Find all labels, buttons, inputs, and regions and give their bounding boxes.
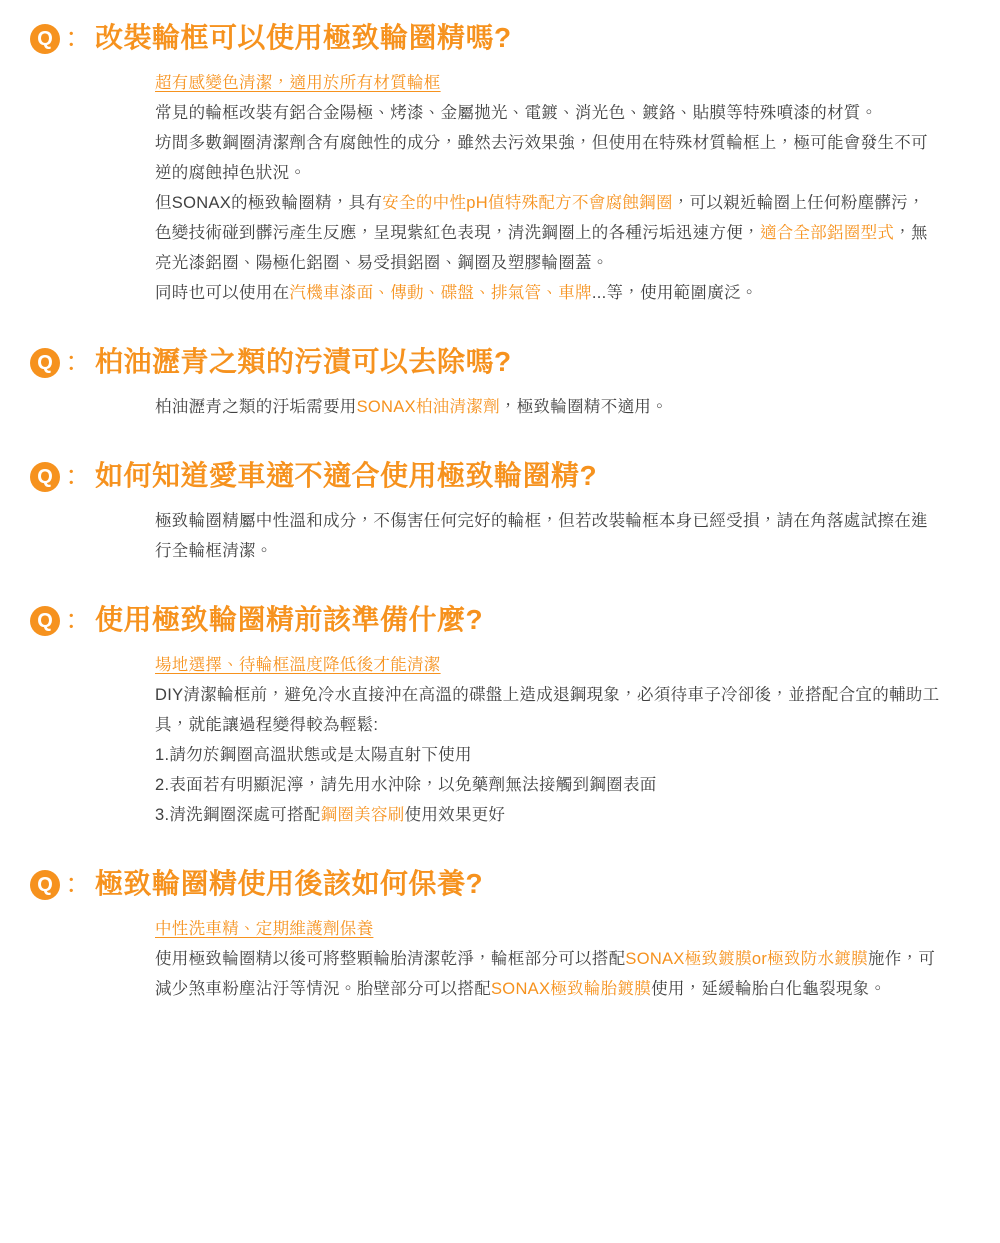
highlight-text: SONAX極致輪胎鍍膜 bbox=[491, 980, 652, 998]
question-badge-icon: Q bbox=[30, 870, 60, 900]
answer-paragraph bbox=[155, 278, 940, 308]
answer-text: 1.請勿於鋼圈高溫狀態或是太陽直射下使用 bbox=[155, 746, 472, 764]
answer-subtitle: 中性洗車精、定期維護劑保養 bbox=[155, 920, 374, 938]
faq-list bbox=[30, 18, 970, 1004]
answer-paragraph bbox=[155, 392, 940, 422]
answer-subtitle: 超有感變色清潔，適用於所有材質輪框 bbox=[155, 74, 441, 92]
question-title: 使用極致輪圈精前該準備什麼? bbox=[95, 604, 484, 635]
faq-item bbox=[30, 456, 970, 566]
faq-answer bbox=[30, 506, 970, 566]
faq-item bbox=[30, 864, 970, 1004]
answer-paragraph bbox=[155, 800, 940, 830]
highlight-text: 安全的中性pH值特殊配方不會腐蝕鋼圈 bbox=[382, 194, 673, 212]
faq-item bbox=[30, 600, 970, 830]
question-title: 如何知道愛車適不適合使用極致輪圈精? bbox=[95, 460, 598, 491]
question-colon: ： bbox=[65, 347, 92, 377]
faq-question-row bbox=[30, 342, 970, 382]
question-colon: ： bbox=[65, 23, 92, 53]
answer-paragraph bbox=[155, 98, 940, 128]
answer-text: 使用極致輪圈精以後可將整顆輪胎清潔乾淨，輪框部分可以搭配 bbox=[155, 950, 626, 968]
answer-text: 同時也可以使用在 bbox=[155, 284, 290, 302]
faq-question-row bbox=[30, 18, 970, 58]
question-badge-icon: Q bbox=[30, 606, 60, 636]
faq-answer bbox=[30, 68, 970, 308]
faq-answer bbox=[30, 392, 970, 422]
answer-paragraph bbox=[155, 944, 940, 1004]
answer-text: 3.清洗鋼圈深處可搭配 bbox=[155, 806, 321, 824]
answer-subtitle: 場地選擇、待輪框溫度降低後才能清潔 bbox=[155, 656, 441, 674]
question-badge-icon: Q bbox=[30, 348, 60, 378]
highlight-text: SONAX極致鍍膜or極致防水鍍膜 bbox=[625, 950, 868, 968]
question-title: 柏油瀝青之類的污漬可以去除嗎? bbox=[95, 346, 512, 377]
answer-paragraph bbox=[155, 740, 940, 770]
answer-text: ...等，使用範圍廣泛。 bbox=[591, 284, 758, 302]
highlight-text: 汽機車漆面、傳動、碟盤、排氣管、車牌 bbox=[289, 284, 592, 302]
question-badge-icon: Q bbox=[30, 462, 60, 492]
faq-item bbox=[30, 18, 970, 308]
answer-text: ，極致輪圈精不適用。 bbox=[499, 398, 668, 416]
answer-text: ，可以親近輪圈上任何粉塵髒污，色變技術碰到髒污產生反應，呈現紫紅色表現，清洗鋼圈上的各種污垢迅速方便， bbox=[155, 194, 925, 242]
question-colon: ： bbox=[65, 605, 92, 635]
answer-paragraph bbox=[155, 770, 940, 800]
faq-answer bbox=[30, 914, 970, 1004]
answer-paragraph bbox=[155, 188, 940, 278]
answer-paragraph bbox=[155, 680, 940, 740]
answer-text: 極致輪圈精屬中性溫和成分，不傷害任何完好的輪框，但若改裝輪框本身已經受損，請在角落處試擦在進行全輪框清潔。 bbox=[155, 512, 928, 560]
answer-text: 施作，可減少煞車粉塵沾汙等情況。胎壁部分可以搭配 bbox=[155, 950, 936, 998]
answer-text: 使用，延緩輪胎白化龜裂現象。 bbox=[651, 980, 887, 998]
answer-paragraph bbox=[155, 128, 940, 188]
faq-answer bbox=[30, 650, 970, 830]
answer-text: 常見的輪框改裝有鋁合金陽極、烤漆、金屬拋光、電鍍、消光色、鍍鉻、貼膜等特殊噴漆的材質。 bbox=[155, 104, 878, 122]
answer-text: 坊間多數鋼圈清潔劑含有腐蝕性的成分，雖然去污效果強，但使用在特殊材質輪框上，極可能會發生不可逆的腐蝕掉色狀況。 bbox=[155, 134, 928, 182]
faq-question-row bbox=[30, 864, 970, 904]
faq-item bbox=[30, 342, 970, 422]
highlight-text: SONAX柏油清潔劑 bbox=[356, 398, 500, 416]
faq-question-row bbox=[30, 600, 970, 640]
answer-text: 柏油瀝青之類的汙垢需要用 bbox=[155, 398, 357, 416]
question-colon: ： bbox=[65, 869, 92, 899]
answer-paragraph bbox=[155, 506, 940, 566]
answer-text: DIY清潔輪框前，避免冷水直接沖在高溫的碟盤上造成退鋼現象，必須待車子冷卻後，並搭配合宜的輔助工具，就能讓過程變得較為輕鬆: bbox=[155, 686, 940, 734]
highlight-text: 鋼圈美容刷 bbox=[320, 806, 405, 824]
highlight-text: 適合全部鋁圈型式 bbox=[759, 224, 895, 242]
faq-question-row bbox=[30, 456, 970, 496]
question-title: 改裝輪框可以使用極致輪圈精嗎? bbox=[95, 22, 512, 53]
answer-text: 使用效果更好 bbox=[404, 806, 506, 824]
answer-text: 2.表面若有明顯泥濘，請先用水沖除，以免藥劑無法接觸到鋼圈表面 bbox=[155, 776, 657, 794]
question-title: 極致輪圈精使用後該如何保養? bbox=[95, 868, 484, 899]
answer-text: 但SONAX的極致輪圈精，具有 bbox=[155, 194, 383, 212]
answer-text: ，無亮光漆鋁圈、陽極化鋁圈、易受損鋁圈、鋼圈及塑膠輪圈蓋。 bbox=[155, 224, 928, 272]
question-colon: ： bbox=[65, 461, 92, 491]
question-badge-icon: Q bbox=[30, 24, 60, 54]
